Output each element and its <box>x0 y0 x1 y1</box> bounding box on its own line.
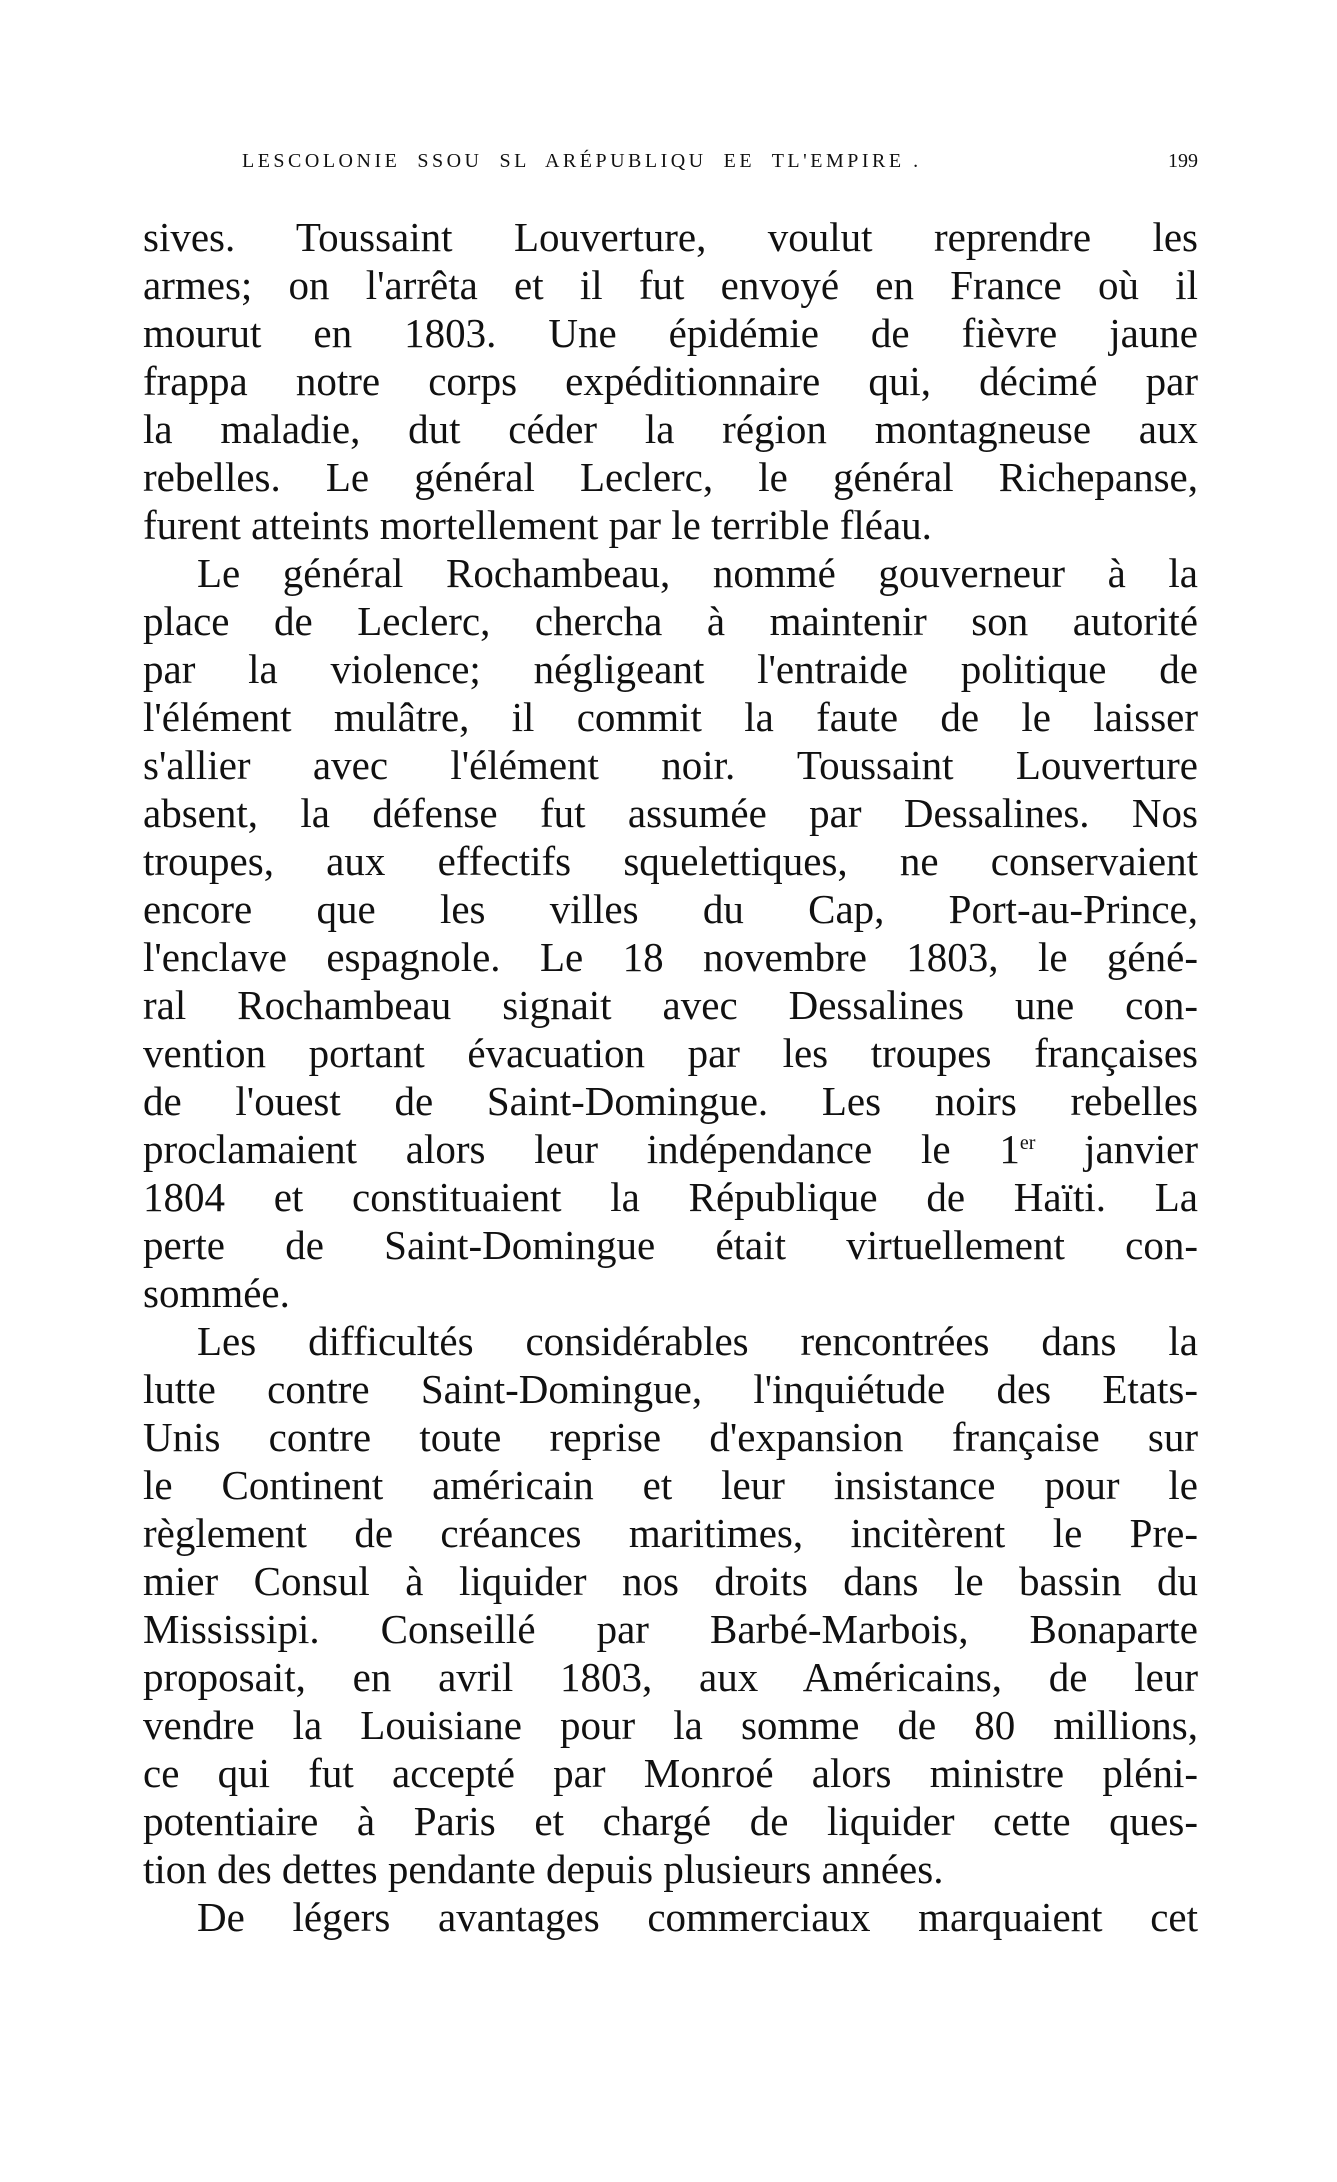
text-line: ral Rochambeau signait avec Dessalines une con- <box>143 982 1198 1028</box>
paragraph <box>143 1317 1198 1893</box>
text-line: frappa notre corps expéditionnaire qui, décimé par <box>143 358 1198 404</box>
text-line: De légers avantages commerciaux marquaient cet <box>197 1894 1198 1940</box>
text-line: par la violence; négligeant l'entraide politique de <box>143 646 1198 692</box>
text-line: Les difficultés considérables rencontrées dans la <box>197 1318 1198 1364</box>
text-line: proposait, en avril 1803, aux Américains, de leur <box>143 1654 1198 1700</box>
text-line: potentiaire à Paris et chargé de liquider cette ques- <box>143 1798 1198 1844</box>
body-text <box>143 213 1198 1941</box>
paragraph <box>143 549 1198 1317</box>
ordinal-superscript: er <box>1019 1132 1036 1154</box>
text-line: mourut en 1803. Une épidémie de fièvre jaune <box>143 310 1198 356</box>
text-line: rebelles. Le général Leclerc, le général Richepanse, <box>143 454 1198 500</box>
text-line-main: proclamaient alors leur indépendance le 1 <box>143 1126 1020 1172</box>
text-line: troupes, aux effectifs squelettiques, ne conservaient <box>143 838 1198 884</box>
page-number: 199 <box>1168 150 1198 172</box>
text-line: lutte contre Saint-Domingue, l'inquiétude des Etats- <box>143 1366 1198 1412</box>
text-line: s'allier avec l'élément noir. Toussaint Louverture <box>143 742 1198 788</box>
text-line <box>143 1125 1198 1173</box>
text-line: vendre la Louisiane pour la somme de 80 millions, <box>143 1702 1198 1748</box>
text-line: absent, la défense fut assumée par Dessalines. Nos <box>143 790 1198 836</box>
text-line: furent atteints mortellement par le terrible fléau. <box>143 502 932 548</box>
text-line: la maladie, dut céder la région montagneuse aux <box>143 406 1198 452</box>
text-line: encore que les villes du Cap, Port-au-Prince, <box>143 886 1198 932</box>
text-line: place de Leclerc, chercha à maintenir son autorité <box>143 598 1198 644</box>
text-line: Le général Rochambeau, nommé gouverneur à la <box>197 550 1198 596</box>
paragraph <box>143 1893 1198 1941</box>
running-title: LESCOLONIE SSOU SL ARÉPUBLIQU EE TL'EMPIRE . <box>242 150 922 172</box>
text-line: mier Consul à liquider nos droits dans le bassin du <box>143 1558 1198 1604</box>
text-line: règlement de créances maritimes, incitèrent le Pre- <box>143 1510 1198 1556</box>
running-header <box>242 146 1198 176</box>
text-line: de l'ouest de Saint-Domingue. Les noirs rebelles <box>143 1078 1198 1124</box>
text-line: Mississipi. Conseillé par Barbé-Marbois, Bonaparte <box>143 1606 1198 1652</box>
text-line: perte de Saint-Domingue était virtuellement con- <box>143 1222 1198 1268</box>
text-line: le Continent américain et leur insistance pour le <box>143 1462 1198 1508</box>
text-line: ce qui fut accepté par Monroé alors ministre pléni- <box>143 1750 1198 1796</box>
text-line: sives. Toussaint Louverture, voulut reprendre les <box>143 214 1198 260</box>
paragraph <box>143 213 1198 549</box>
text-line: armes; on l'arrêta et il fut envoyé en France où il <box>143 262 1198 308</box>
text-line: l'enclave espagnole. Le 18 novembre 1803, le géné- <box>143 934 1198 980</box>
text-line: sommée. <box>143 1270 290 1316</box>
text-line: l'élément mulâtre, il commit la faute de le laisser <box>143 694 1198 740</box>
text-line-tail: janvier <box>1035 1126 1198 1172</box>
text-line: tion des dettes pendante depuis plusieurs années. <box>143 1846 944 1892</box>
text-line: vention portant évacuation par les troupes françaises <box>143 1030 1198 1076</box>
text-line: Unis contre toute reprise d'expansion française sur <box>143 1414 1198 1460</box>
text-line: 1804 et constituaient la République de Haïti. La <box>143 1174 1198 1220</box>
